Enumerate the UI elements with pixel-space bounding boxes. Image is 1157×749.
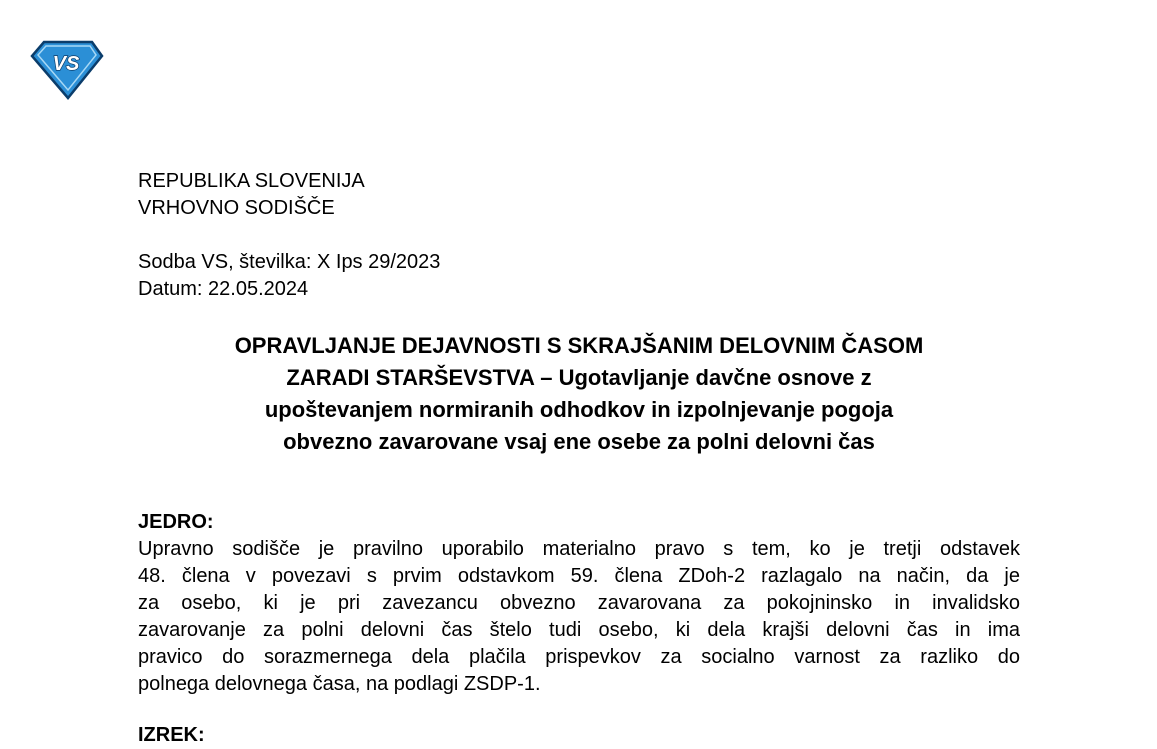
izrek-heading: IZREK: (138, 724, 205, 746)
paragraph-line: 48. člena v povezavi s prvim odstavkom 59. člena ZDoh-2 razlagalo na način, da je (138, 565, 1020, 587)
paragraph-line: pravico do sorazmernega dela plačila prispevkov za socialno varnost za razliko do (138, 646, 1020, 668)
jedro-paragraph (138, 536, 1020, 698)
paragraph-line: za osebo, ki je pri zavezancu obvezno zavarovana za pokojninsko in invalidsko (138, 592, 1020, 614)
case-number: Sodba VS, številka: X Ips 29/2023 (138, 251, 441, 273)
title-line: obvezno zavarovane vsaj ene osebe za polni delovni čas (283, 429, 875, 454)
document-title (138, 330, 1020, 458)
title-line: upoštevanjem normiranih odhodkov in izpolnjevanje pogoja (264, 397, 894, 422)
paragraph-line: zavarovanje za polni delovni čas štelo tudi osebo, ki dela krajši delovni čas in ima (138, 619, 1020, 641)
court-header (138, 168, 365, 222)
jedro-heading: JEDRO: (138, 511, 214, 533)
paragraph-line: Upravno sodišče je pravilno uporabilo materialno pravo s tem, ko je tretji odstavek (138, 538, 1020, 560)
court-name: VRHOVNO SODIŠČE (138, 197, 335, 219)
title-line: OPRAVLJANJE DEJAVNOSTI S SKRAJŠANIM DELOVNIM ČASOM (234, 333, 924, 358)
case-info (138, 249, 440, 303)
court-logo (30, 40, 104, 100)
country-name: REPUBLIKA SLOVENIJA (138, 170, 365, 192)
vs-shield-logo-icon (30, 40, 104, 100)
case-date: Datum: 22.05.2024 (138, 278, 309, 300)
paragraph-line: polnega delovnega časa, na podlagi ZSDP-1. (138, 673, 541, 695)
title-line: ZARADI STARŠEVSTVA – Ugotavljanje davčne osnove z (286, 365, 872, 390)
svg-text:VS: VS (52, 53, 80, 75)
